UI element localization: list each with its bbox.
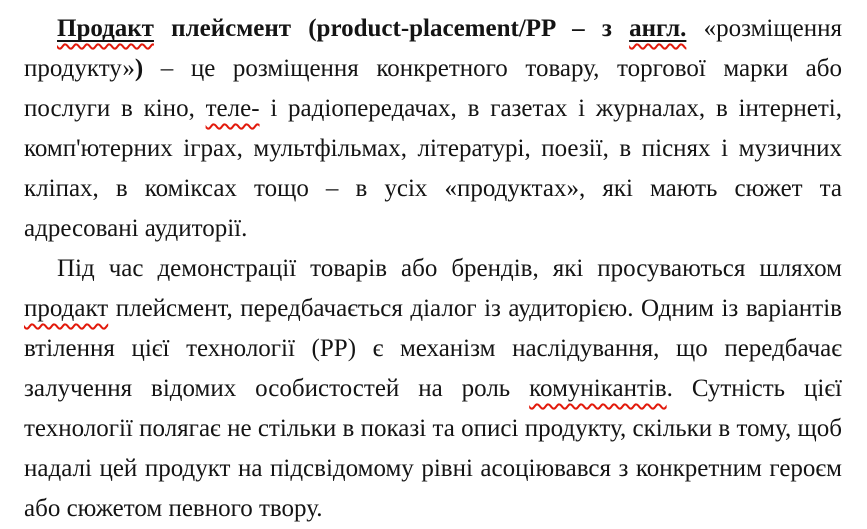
underlined-text: Продакт: [57, 15, 154, 42]
misspelled-word[interactable]: теле-: [205, 95, 260, 122]
paragraph-product-placement-definition: [24, 9, 849, 249]
paragraph-product-placement-mechanism: [24, 249, 849, 529]
text-segment: . Сутність цієї технології полягає не стільки в показі та описі продукту, скільки в тому, щоб надалі цей продукт на підсвідомому рівні асоціювався з конкретним героєм або сюжетом певного твору.: [24, 375, 849, 522]
misspelled-word[interactable]: продакт: [24, 295, 109, 322]
text-segment: ): [134, 55, 144, 82]
misspelled-word[interactable]: комунікантів: [529, 375, 667, 402]
text-segment: і радіопередачах, в газетах і журналах, в інтернеті, комп'ютерних іграх, мультфільмах, літературі, поезії, в піснях і музичних кліпах, в коміксах тощо – в усіх «продуктах», які мають сюжет та адресовані аудиторії.: [24, 95, 849, 242]
text-segment: – це розміщення конкретного товару, торгової марки або послуги в кіно,: [24, 55, 849, 122]
misspelled-word[interactable]: [57, 15, 154, 42]
text-segment: «розміщення продукту»: [24, 15, 849, 82]
underlined-text: англ.: [629, 15, 687, 42]
text-segment: плейсмент, передбачається діалог із аудиторією. Одним із варіантів втілення цієї технології (PP) є механізм наслідування, що передбачає залучення відомих особистостей на роль: [24, 295, 849, 402]
text-segment: Під час демонстрації товарів або брендів, які просуваються шляхом: [57, 255, 849, 282]
text-segment: плейсмент (product-placement/PP – з: [153, 15, 630, 42]
misspelled-word[interactable]: [629, 15, 686, 42]
